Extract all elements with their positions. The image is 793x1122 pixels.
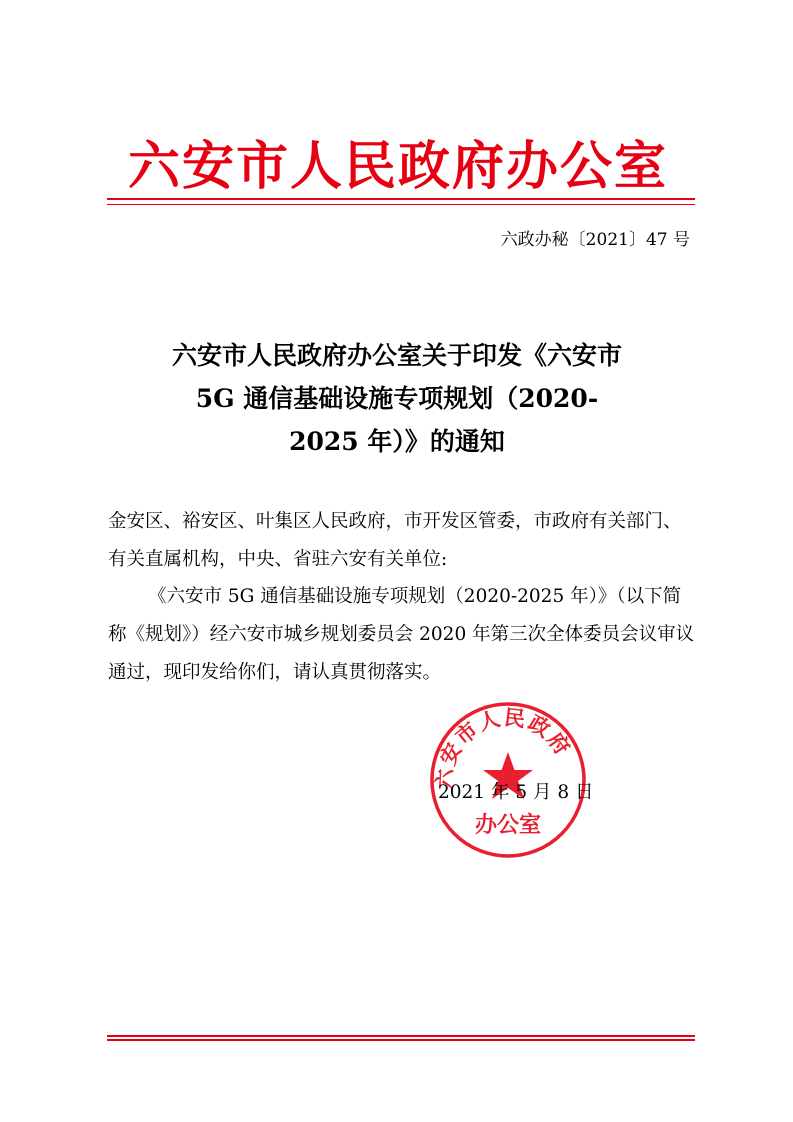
recipients-paragraph: 金安区、裕安区、叶集区人民政府，市开发区管委，市政府有关部门、有关直属机构，中央、省驻六安有关单位:	[108, 511, 682, 570]
footer-rule-lower	[107, 1039, 695, 1041]
footer-rule-upper	[107, 1035, 695, 1037]
document-title-line-3: 2025 年）》的通知	[289, 427, 505, 456]
document-number: 六政办秘〔2021〕47 号	[500, 230, 690, 250]
body-paragraph: 《六安市 5G 通信基础设施专项规划（2020-2025 年）》（以下简称《规划》）经六安市城乡规划委员会 2020 年第三次全体委员会议审议通过，现印发给你们，请认真贯彻落实。	[108, 586, 695, 683]
header-rule-thin	[107, 204, 695, 205]
document-title-line-1: 六安市人民政府办公室关于印发《六安市	[171, 341, 622, 370]
issue-date: 2021 年 5 月 8 日	[438, 782, 594, 803]
svg-text:六安市人民政府: 六安市人民政府	[432, 705, 576, 791]
document-title-line-2: 5G 通信基础设施专项规划（2020-	[195, 384, 599, 413]
svg-text:办公室: 办公室	[474, 813, 542, 838]
header-rule-thick	[107, 198, 695, 200]
document-title	[110, 334, 684, 463]
agency-header-title: 六安市人民政府办公室	[127, 136, 668, 197]
